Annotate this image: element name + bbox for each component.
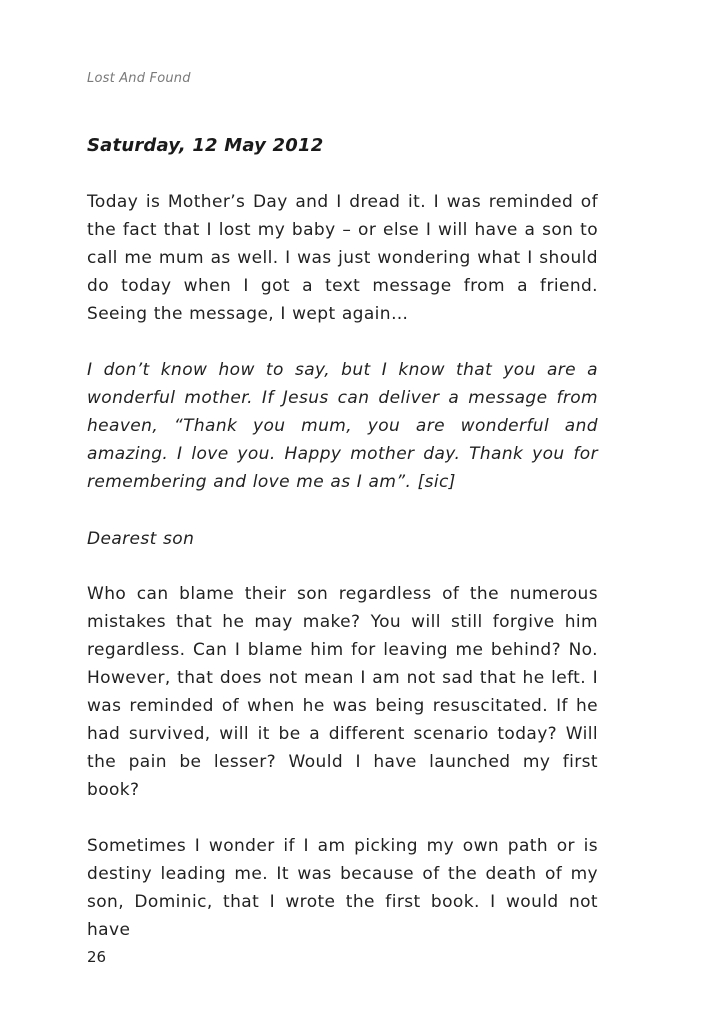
entry-date-heading: Saturday, 12 May 2012	[87, 135, 324, 156]
paragraph-forgiveness: Who can blame their son regardless of the numerous mistakes that he may make? You will still forgive him regardless. Can I blame him for leaving me behind? No. However, that does not mean I am not sad that he left. I was reminded of when he was being resuscitated. If he had survived, will it be a different scenario today? Will the pain be lesser? Would I have launched my first book?	[87, 584, 598, 800]
page-number: 26	[87, 948, 107, 966]
paragraph-destiny: Sometimes I wonder if I am picking my own path or is destiny leading me. It was because of the death of my son, Dominic, that I wrote the first book. I would not have	[87, 836, 598, 940]
running-header: Lost And Found	[87, 71, 191, 86]
paragraph-mothers-day: Today is Mother’s Day and I dread it. I was reminded of the fact that I lost my baby – or else I will have a son to call me mum as well. I was just wondering what I should do today when I got a text message from a friend. Seeing the message, I wept again…	[87, 192, 598, 324]
quoted-text-message: I don’t know how to say, but I know that you are a wonderful mother. If Jesus can deliver a message from heaven, “Thank you mum, you are wonderful and amazing. I love you. Happy mother day. Thank you for remembering and love me as I am”. [sic]	[87, 360, 598, 492]
salutation: Dearest son	[87, 529, 195, 549]
